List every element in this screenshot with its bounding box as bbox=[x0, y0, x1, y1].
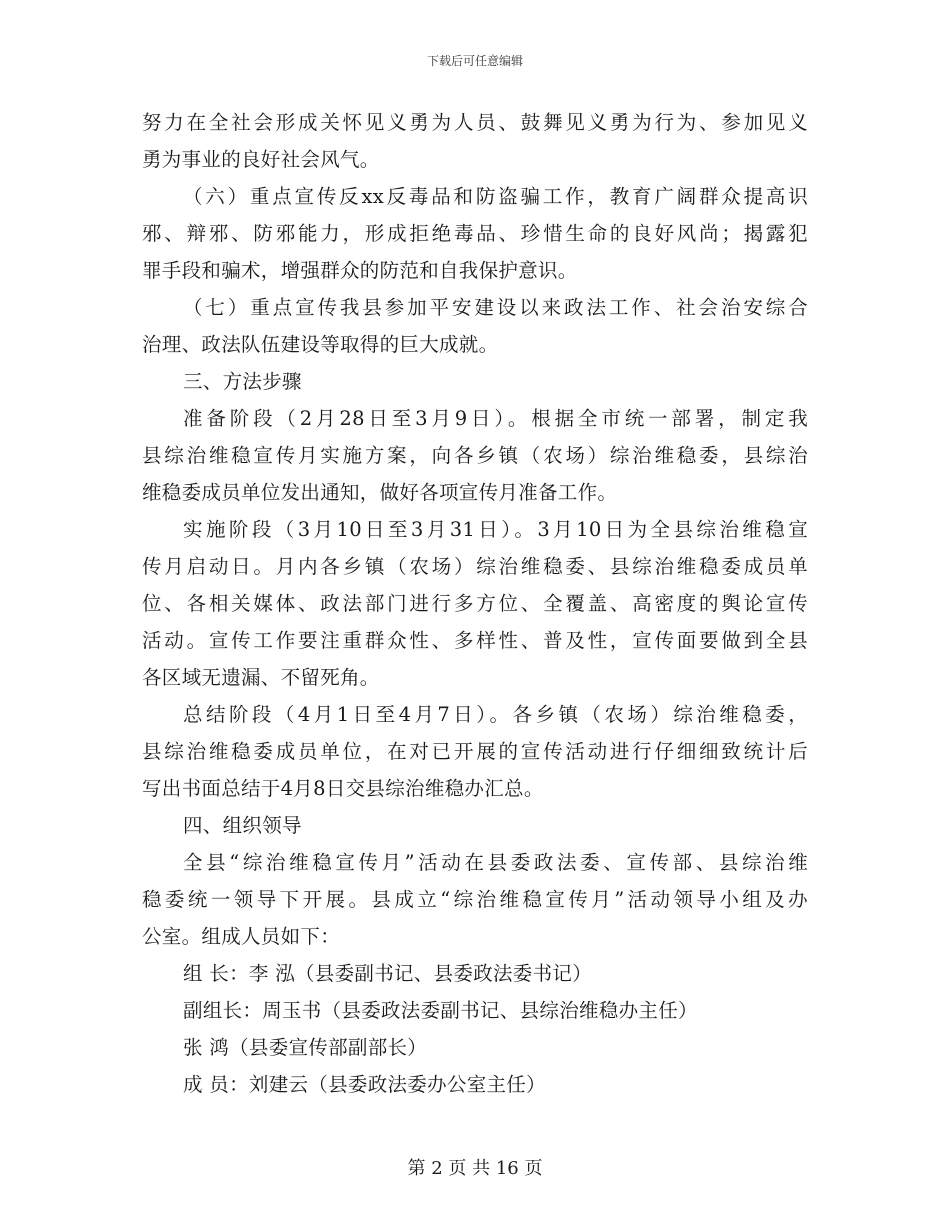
text-line: 传月启动日。月内各乡镇（农场）综治维稳委、县综治维稳委成员单 bbox=[142, 555, 808, 578]
text-line: 位、各相关媒体、政法部门进行多方位、全覆盖、高密度的舆论宣传 bbox=[142, 592, 808, 615]
text-line: 四、组织领导 bbox=[183, 814, 302, 837]
text-line: 张 鸿（县委宣传部副部长） bbox=[183, 1036, 428, 1059]
text-line: 全县“综治维稳宣传月”活动在县委政法委、宣传部、县综治维 bbox=[183, 851, 808, 874]
text-line: 副组长：周玉书（县委政法委副书记、县综治维稳办主任） bbox=[183, 999, 698, 1022]
text-line: 组 长：李 泓（县委副书记、县委政法委书记） bbox=[183, 962, 592, 985]
text-line: 写出书面总结于4月8日交县综治维稳办汇总。 bbox=[142, 777, 544, 800]
text-line: 三、方法步骤 bbox=[183, 370, 302, 393]
page-footer: 第 2 页 共 16 页 bbox=[407, 1158, 543, 1179]
text-line: （七）重点宣传我县参加平安建设以来政法工作、社会治安综合 bbox=[183, 296, 808, 319]
text-line: 治理、政法队伍建设等取得的巨大成就。 bbox=[142, 333, 499, 356]
text-line: （六）重点宣传反xx反毒品和防盗骗工作，教育广阔群众提高识 bbox=[183, 185, 808, 208]
text-line: 维稳委成员单位发出通知，做好各项宣传月准备工作。 bbox=[142, 481, 618, 504]
document-body bbox=[142, 104, 808, 1103]
text-line: 县综治维稳委成员单位，在对已开展的宣传活动进行仔细细致统计后 bbox=[142, 740, 808, 763]
text-line: 罪手段和骗术，增强群众的防范和自我保护意识。 bbox=[142, 259, 578, 282]
text-line: 活动。宣传工作要注重群众性、多样性、普及性，宣传面要做到全县 bbox=[142, 629, 808, 652]
page-header: 下载后可任意编辑 bbox=[426, 54, 523, 68]
text-line: 各区域无遗漏、不留死角。 bbox=[142, 666, 380, 689]
text-line: 成 员：刘建云（县委政法委办公室主任） bbox=[183, 1073, 546, 1096]
text-line: 实施阶段（3月10日至3月31日）。3月10日为全县综治维稳宣 bbox=[183, 518, 808, 541]
text-line: 邪、辩邪、防邪能力，形成拒绝毒品、珍惜生命的良好风尚；揭露犯 bbox=[142, 222, 808, 245]
text-line: 准备阶段（2月28日至3月9日）。根据全市统一部署，制定我 bbox=[183, 407, 808, 430]
text-line: 勇为事业的良好社会风气。 bbox=[142, 148, 380, 171]
text-line: 县综治维稳宣传月实施方案，向各乡镇（农场）综治维稳委，县综治 bbox=[142, 444, 808, 467]
text-line: 总结阶段（4月1日至4月7日）。各乡镇（农场）综治维稳委， bbox=[183, 703, 808, 726]
text-line: 公室。组成人员如下： bbox=[142, 925, 341, 948]
text-line: 稳委统一领导下开展。县成立“综治维稳宣传月”活动领导小组及办 bbox=[142, 888, 808, 911]
text-line: 努力在全社会形成关怀见义勇为人员、鼓舞见义勇为行为、参加见义 bbox=[142, 111, 808, 134]
